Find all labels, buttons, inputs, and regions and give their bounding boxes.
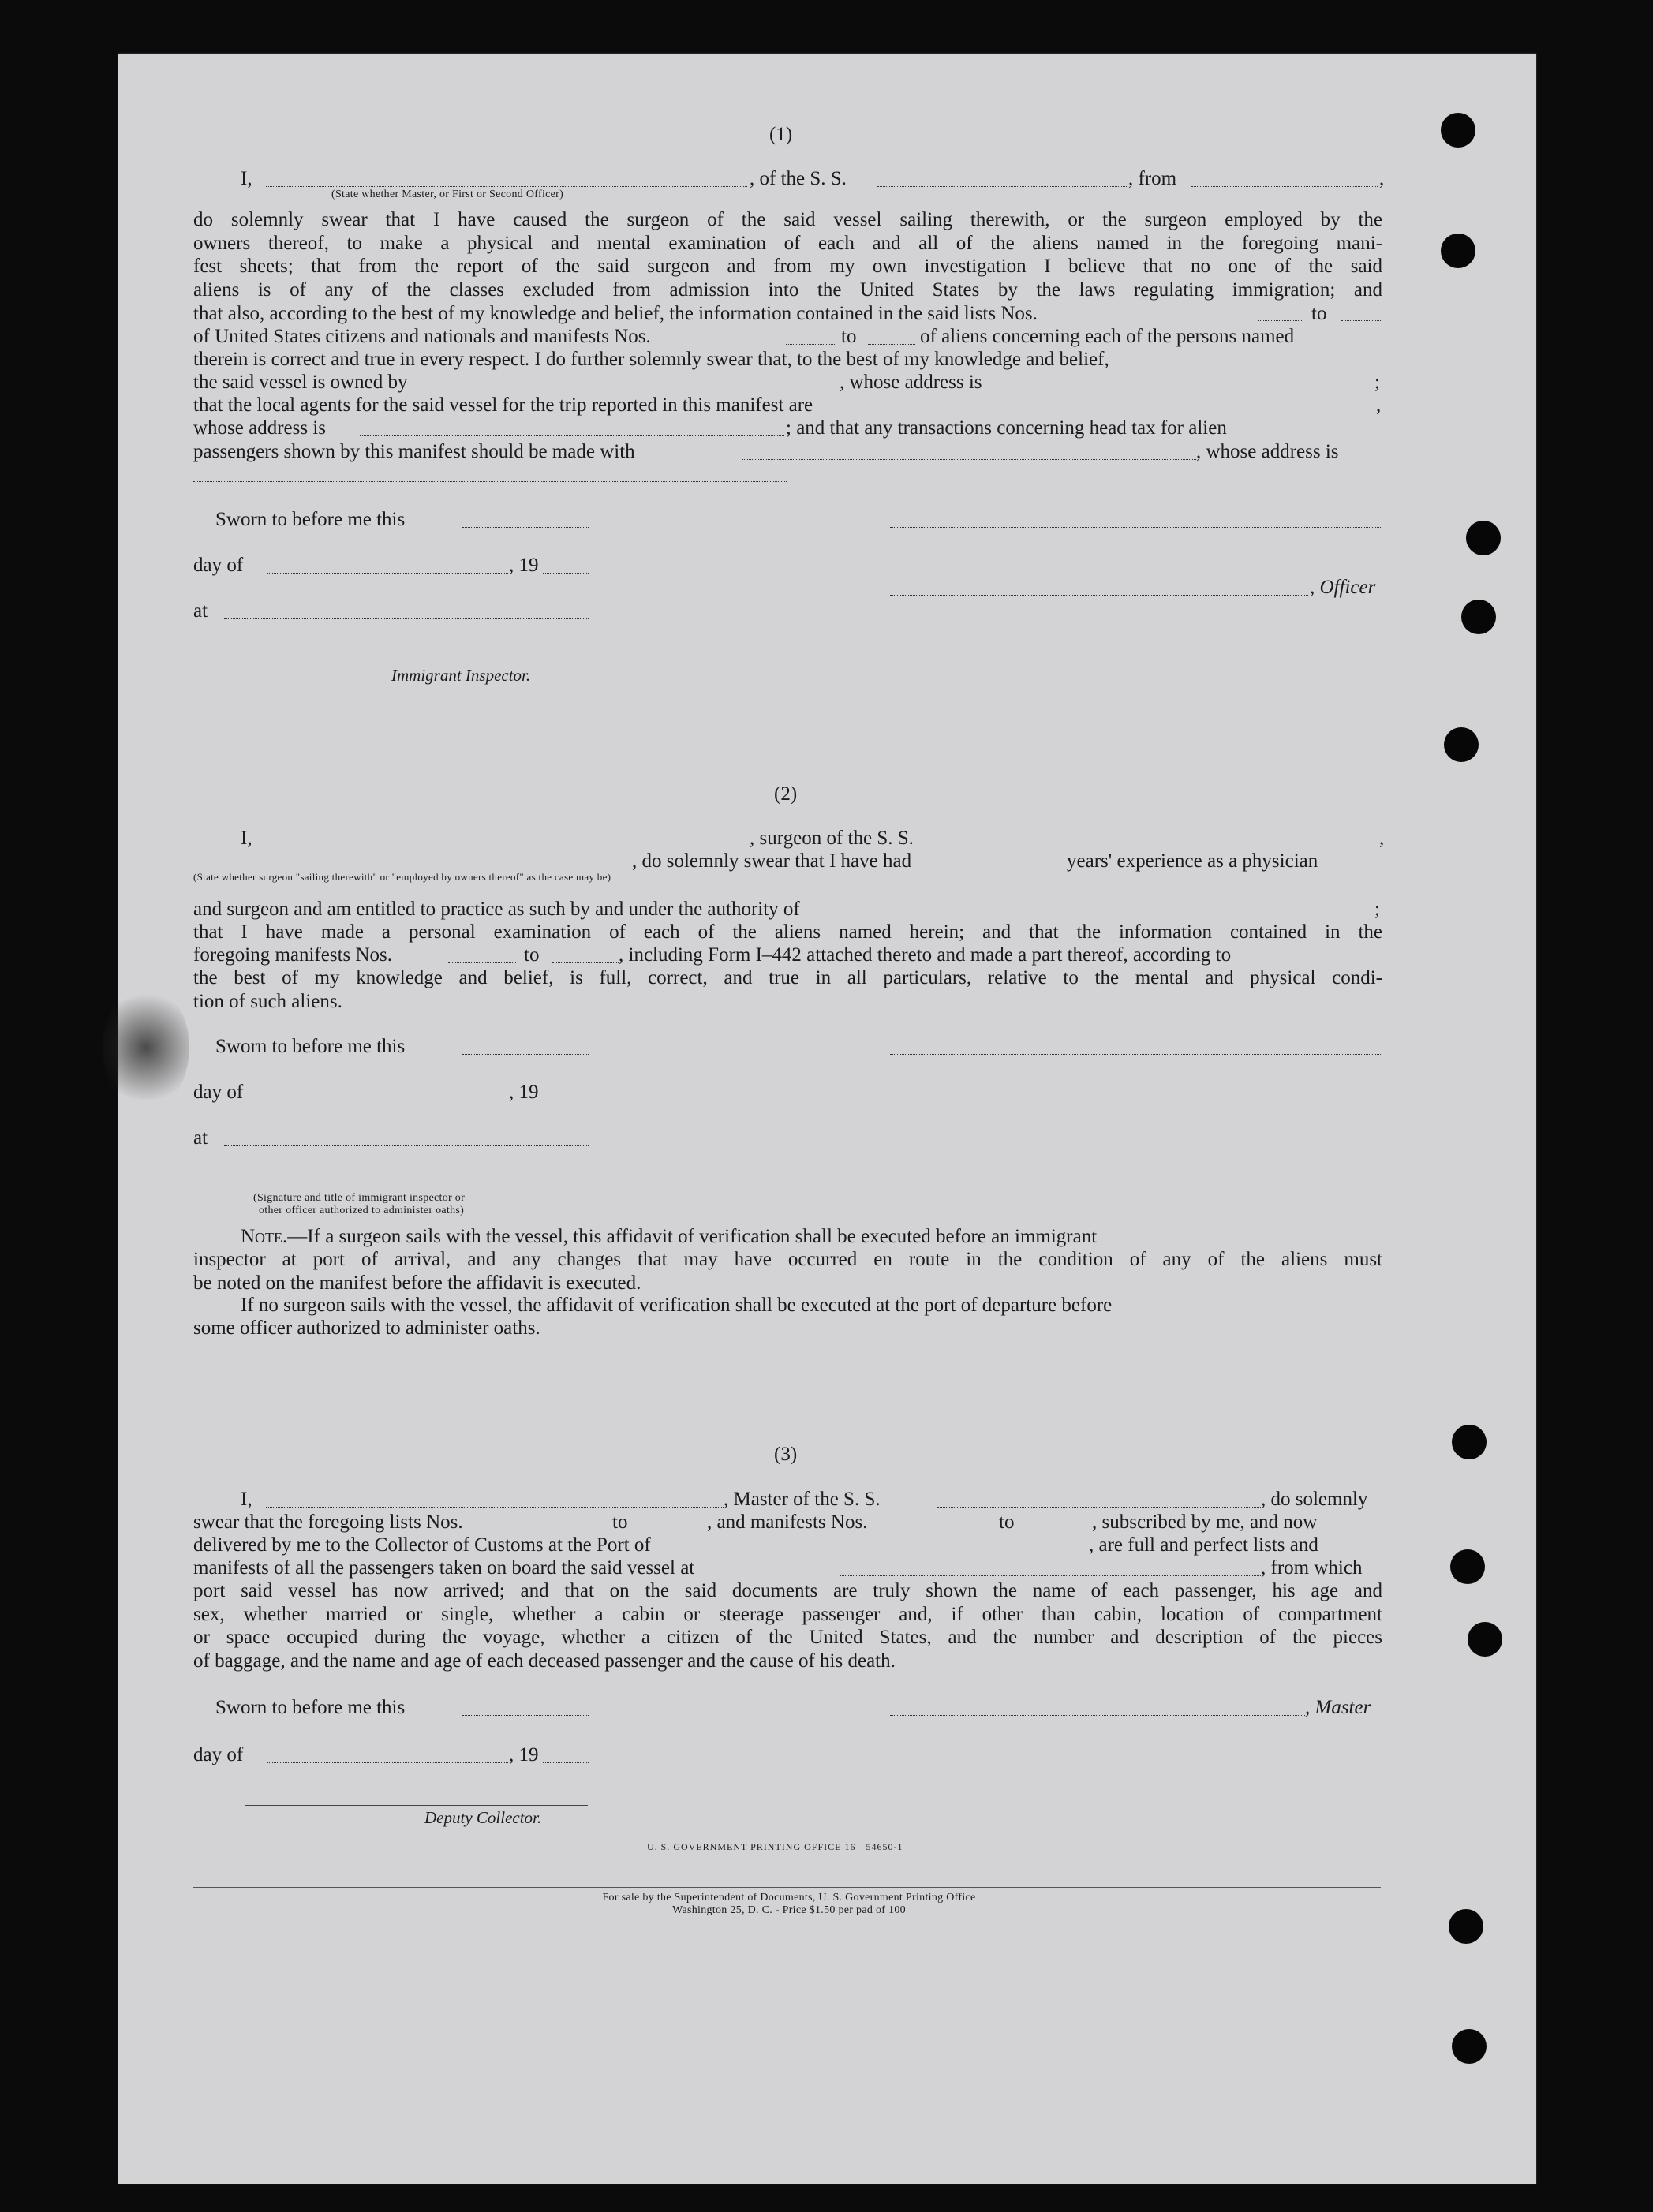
section-number: (3) <box>774 1444 798 1465</box>
head-tax-address-field[interactable] <box>193 481 787 482</box>
label-to: to <box>841 326 857 347</box>
officer-rank-field[interactable] <box>266 186 747 187</box>
para-line: do solemnly swear that I have caused the surgeon of the said vessel sailing therewith, or the surgeon employed by the <box>193 209 1382 230</box>
collector-signature-line[interactable] <box>245 1805 588 1806</box>
para-line: the best of my knowledge and belief, is full, correct, and true in all particulars, relative to the mental and physical condi- <box>193 967 1382 988</box>
punch-hole <box>1466 521 1501 555</box>
para-line: whose address is <box>193 417 327 439</box>
para-line: therein is correct and true in every respect. I do further solemnly swear that, to the best of my knowledge and belief, <box>193 349 1109 370</box>
note-text: If no surgeon sails with the vessel, the affidavit of verification shall be executed at the port of departure before <box>241 1295 1113 1316</box>
manifests-to-field[interactable] <box>552 962 619 963</box>
day-of-field[interactable] <box>267 573 508 574</box>
master-paragraph <box>193 1579 1382 1672</box>
master-name-field[interactable] <box>266 1507 724 1508</box>
officer-signature-field[interactable] <box>890 527 1382 528</box>
punch-hole <box>1450 1549 1485 1584</box>
punch-hole <box>1441 113 1475 148</box>
label-from: , from <box>1128 168 1177 189</box>
field-hint: (State whether Master, or First or Second Officer) <box>331 189 564 200</box>
punch-hole <box>1468 1622 1502 1657</box>
day-label: day of <box>193 555 244 576</box>
note-paragraph <box>193 1248 1382 1295</box>
note-text: some officer authorized to administer oaths. <box>193 1317 540 1339</box>
master-label: , Master <box>1305 1697 1371 1718</box>
at-place-field[interactable] <box>224 1145 589 1146</box>
surgeon-paragraph <box>193 966 1382 1013</box>
manifests-from-field[interactable] <box>786 344 835 345</box>
note-line <box>241 1225 1097 1248</box>
label-to: to <box>999 1511 1015 1533</box>
day-label: day of <box>193 1082 244 1103</box>
day-of-field[interactable] <box>267 1762 508 1763</box>
surgeon-paragraph <box>193 921 1382 944</box>
punch-hole <box>1449 1909 1483 1944</box>
year-label: , 19 <box>509 1082 539 1103</box>
manifests-to-field[interactable] <box>868 344 915 345</box>
para-line: passengers shown by this manifest should be made with <box>193 441 635 462</box>
para-line: aliens is of any of the classes excluded from admission into the United States by the laws regulating immigration; and <box>193 278 1382 301</box>
collector-label: Deputy Collector. <box>424 1808 542 1827</box>
label-to: to <box>524 944 540 966</box>
note-label: Note. <box>241 1226 288 1247</box>
label-swear: , do solemnly swear that I have had <box>632 850 912 872</box>
comma: , <box>1379 168 1385 189</box>
sworn-label: Sworn to before me this <box>215 1036 406 1057</box>
head-tax-field[interactable] <box>742 459 1196 460</box>
footer-rule <box>193 1887 1381 1888</box>
officer-title-field[interactable] <box>890 595 1308 596</box>
label-of-ss: , of the S. S. <box>750 168 847 189</box>
semicolon: ; <box>1374 372 1380 393</box>
label-master-ss: , Master of the S. S. <box>724 1489 881 1510</box>
label-years: years' experience as a physician <box>1067 850 1318 872</box>
ship-name-field[interactable] <box>877 186 1128 187</box>
sworn-date-field[interactable] <box>462 527 589 528</box>
label-to: to <box>1311 303 1327 324</box>
label-i: I, <box>241 168 252 189</box>
para-line: delivered by me to the Collector of Customs at the Port of <box>193 1534 651 1556</box>
para-line: of baggage, and the name and age of each deceased passenger and the cause of his death. <box>193 1650 896 1672</box>
note-text: —If a surgeon sails with the vessel, this affidavit of verification shall be executed before an immigrant <box>287 1226 1098 1247</box>
label-to: to <box>612 1511 628 1533</box>
para-line: or space occupied during the voyage, whether a citizen of the United States, and the number and description of the pieces <box>193 1627 1382 1648</box>
comma: , <box>1376 394 1382 416</box>
sworn-label: Sworn to before me this <box>215 1697 406 1718</box>
agents-address-field[interactable] <box>360 435 784 436</box>
para-line: of United States citizens and nationals and manifests Nos. <box>193 326 651 347</box>
officer-label: , Officer <box>1310 577 1376 598</box>
para-line: the said vessel is owned by <box>193 372 408 393</box>
printer-imprint: U. S. GOVERNMENT PRINTING OFFICE 16—54650-1 <box>647 1841 903 1852</box>
para-line: , subscribed by me, and now <box>1092 1511 1318 1533</box>
label-i: I, <box>241 828 252 849</box>
at-label: at <box>193 600 208 622</box>
signature-hint: other officer authorized to administer oaths) <box>259 1205 465 1216</box>
para-line: that also, according to the best of my knowledge and belief, the information contained in the said lists Nos. <box>193 303 1038 324</box>
oath-paragraph <box>193 208 1382 301</box>
punch-hole <box>1444 727 1479 762</box>
label-whose-address: , whose address is <box>840 372 982 393</box>
label-solemnly: , do solemnly <box>1261 1489 1368 1510</box>
para-line: tion of such aliens. <box>193 990 342 1012</box>
lists-from-field[interactable] <box>1258 320 1302 321</box>
at-label: at <box>193 1127 208 1149</box>
para-line: manifests of all the passengers taken on board the said vessel at <box>193 1557 695 1579</box>
para-line: of aliens concerning each of the persons named <box>920 326 1295 347</box>
day-label: day of <box>193 1744 244 1765</box>
para-line: that I have made a personal examination of each of the aliens named herein; and that the information contained in the <box>193 921 1382 943</box>
signature-hint: (Signature and title of immigrant inspector or <box>253 1192 466 1204</box>
inspector-label: Immigrant Inspector. <box>391 666 531 685</box>
sworn-date-field[interactable] <box>462 1054 589 1055</box>
para-line: fest sheets; that from the report of the said surgeon and from my own investigation I believe that no one of the said <box>193 256 1382 277</box>
para-line: , whose address is <box>1196 441 1339 462</box>
ink-stain <box>103 985 189 1111</box>
lists-to-field[interactable] <box>1341 320 1382 321</box>
sale-notice: Washington 25, D. C. - Price $1.50 per pad of 100 <box>672 1904 906 1916</box>
section-number: (2) <box>774 783 798 805</box>
sworn-label: Sworn to before me this <box>215 509 406 530</box>
sale-notice: For sale by the Superintendent of Documents, U. S. Government Printing Office <box>602 1892 976 1904</box>
punch-hole <box>1452 2029 1487 2064</box>
para-line: ; and that any transactions concerning head tax for alien <box>786 417 1227 439</box>
comma: , <box>1379 828 1385 849</box>
year-field[interactable] <box>543 1762 589 1763</box>
para-line: foregoing manifests Nos. <box>193 944 393 966</box>
year-label: , 19 <box>509 1744 539 1765</box>
ship-name-field[interactable] <box>937 1507 1261 1508</box>
para-line: , including Form I–442 attached thereto and made a part thereof, according to <box>619 944 1232 966</box>
label-i: I, <box>241 1489 252 1510</box>
para-line: owners thereof, to make a physical and mental examination of each and all of the aliens named in the foregoing mani- <box>193 232 1382 254</box>
para-line: , are full and perfect lists and <box>1089 1534 1318 1556</box>
label-surgeon: , surgeon of the S. S. <box>750 828 914 849</box>
note-text: inspector at port of arrival, and any changes that may have occurred en route in the condition of any of the aliens must <box>193 1249 1382 1270</box>
punch-hole <box>1461 600 1496 634</box>
semicolon: ; <box>1374 899 1380 920</box>
para-line: , and manifests Nos. <box>707 1511 868 1533</box>
sworn-date-field[interactable] <box>462 1715 589 1716</box>
para-line: swear that the foregoing lists Nos. <box>193 1511 463 1533</box>
para-line: sex, whether married or single, whether a cabin or steerage passenger and, if other than cabin, location of compartment <box>193 1603 1382 1625</box>
para-line: and surgeon and am entitled to practice as such by and under the authority of <box>193 899 800 920</box>
from-port-field[interactable] <box>1191 186 1378 187</box>
year-field[interactable] <box>543 573 589 574</box>
para-line: port said vessel has now arrived; and that on the said documents are truly shown the name of each passenger, his age and <box>193 1580 1382 1601</box>
para-line: that the local agents for the said vessel for the trip reported in this manifest are <box>193 394 813 416</box>
year-label: , 19 <box>509 555 539 576</box>
punch-hole <box>1441 234 1475 268</box>
para-line: , from which <box>1261 1557 1363 1579</box>
boarding-port-field[interactable] <box>840 1575 1261 1576</box>
field-hint: (State whether surgeon "sailing therewith" or "employed by owners thereof" as the case may be) <box>193 871 611 883</box>
punch-hole <box>1452 1425 1487 1459</box>
note-text: be noted on the manifest before the affidavit is executed. <box>193 1272 641 1294</box>
at-place-field[interactable] <box>224 618 589 619</box>
surgeon-signature-field[interactable] <box>890 1054 1382 1055</box>
manifests-from-field[interactable] <box>448 962 516 963</box>
section-number: (1) <box>769 124 793 145</box>
master-signature-field[interactable] <box>890 1715 1305 1716</box>
